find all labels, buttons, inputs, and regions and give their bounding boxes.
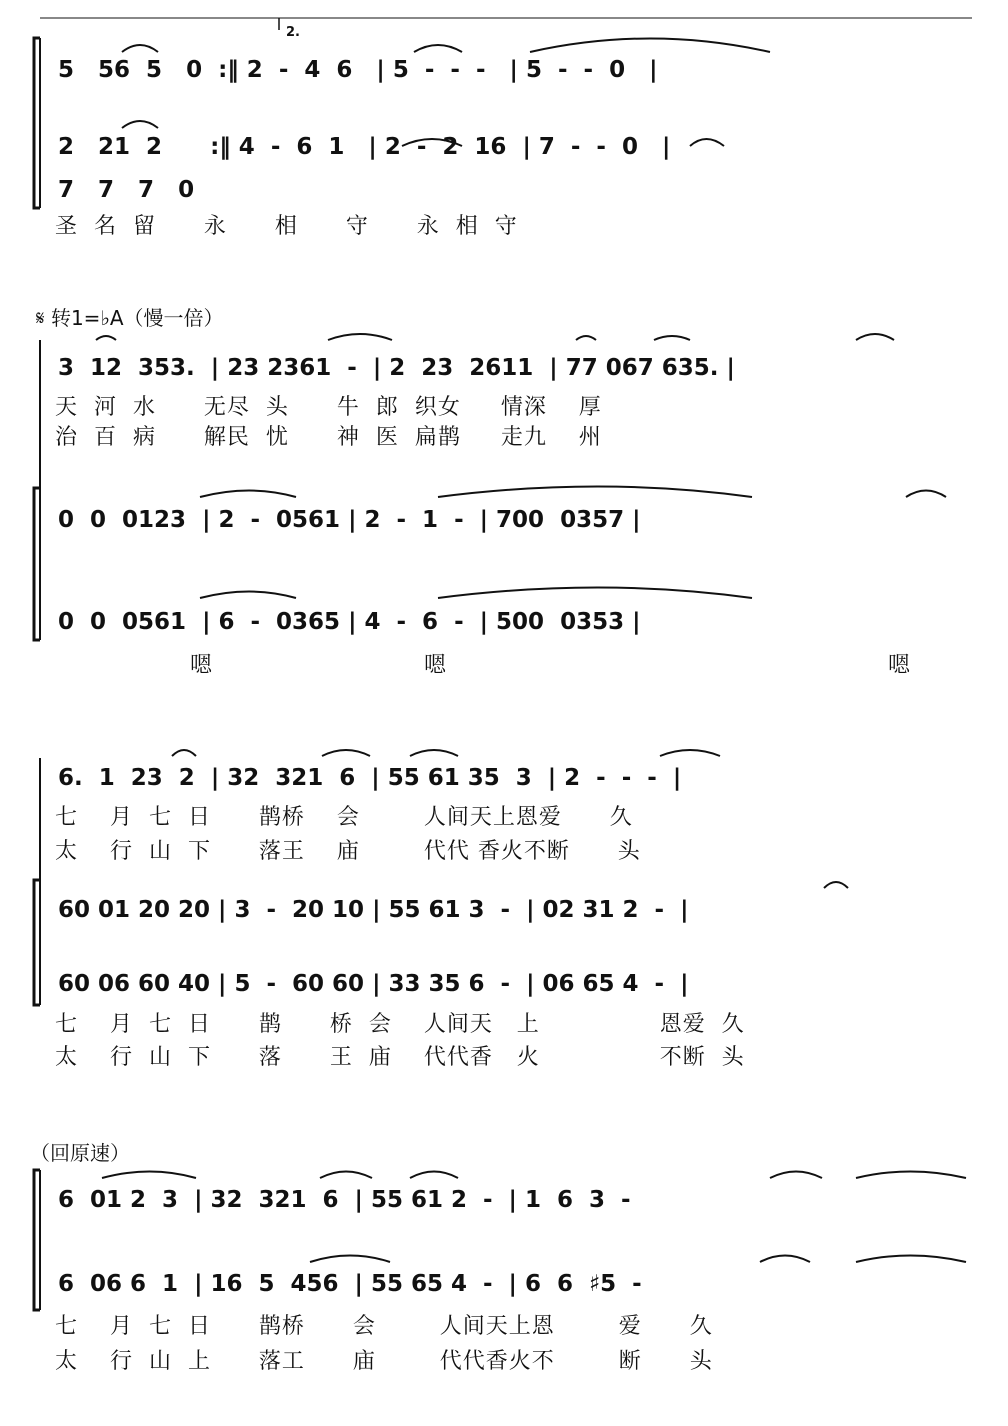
hum-lyric: 嗯 (888, 653, 912, 678)
system3-solo-staff: 6. 1 23 2 | 32 321 6 | 55 61 35 3 | 2 - - - | (58, 765, 682, 791)
system3-chorus-upper: 60 01 20 20 | 3 - 20 10 | 55 61 3 - | 02 31 2 - | (58, 897, 689, 923)
system2-lyrics-verse2: 治 百 病 解民 忧 神 医 扁鹊 走九 州 (55, 425, 602, 450)
system3-chorus-lyrics-verse1: 七 月 七 日 鹊 桥 会 人间天 上 恩爱 久 (55, 1012, 745, 1037)
system2-solo-staff: 3 12 353. | 23 2361 - | 2 23 2611 | 77 067 635. | (58, 355, 735, 381)
system3-chorus-lyrics-verse2: 太 行 山 下 落 王 庙 代代香 火 不断 头 (55, 1045, 745, 1070)
system4-lyrics-verse1: 七 月 七 日 鹊桥 会 人间天上恩 爱 久 (55, 1314, 713, 1339)
system4-upper-staff: 6 01 2 3 | 32 321 6 | 55 61 2 - | 1 6 3 - (58, 1187, 631, 1213)
system4-lyrics-verse2: 太 行 山 上 落工 庙 代代香火不 断 头 (55, 1349, 713, 1374)
tempo-marker: （回原速） (30, 1141, 130, 1165)
key-change-marker: 𝄋 转1=♭A（慢一倍） (36, 306, 224, 330)
system4-lower-staff: 6 06 6 1 | 16 5 456 | 55 65 4 - | 6 6 ♯5 - (58, 1271, 642, 1297)
system3-chorus-lower: 60 06 60 40 | 5 - 60 60 | 33 35 6 - | 06 65 4 - | (58, 971, 689, 997)
system1-lower-staff: 2 21 2 :‖ 4 - 6 1 | 2 - 2 16 | 7 - - 0 | (58, 134, 671, 160)
system1-lyrics: 圣 名 留 永 相 守 永 相 守 (55, 214, 518, 239)
system1-lower-staff-bass: 7 7 7 0 (58, 177, 195, 203)
system1-upper-staff: 5 56 5 0 :‖ 2 - 4 6 | 5 - - - | 5 - - 0 | (58, 57, 658, 83)
system2-chorus-upper: 0 0 0123 | 2 - 0561 | 2 - 1 - | 700 0357 | (58, 507, 641, 533)
system3-lyrics-verse1: 七 月 七 日 鹊桥 会 人间天上恩爱 久 (55, 805, 633, 830)
system2-lyrics-verse1: 天 河 水 无尽 头 牛 郎 织女 情深 厚 (55, 395, 602, 420)
system3-lyrics-verse2: 太 行 山 下 落王 庙 代代 香火不断 头 (55, 839, 641, 864)
system2-chorus-lower: 0 0 0561 | 6 - 0365 | 4 - 6 - | 500 0353 | (58, 609, 641, 635)
hum-lyric: 嗯 (190, 653, 214, 678)
volta-label: 2. (286, 25, 300, 40)
hum-lyric: 嗯 (424, 653, 448, 678)
